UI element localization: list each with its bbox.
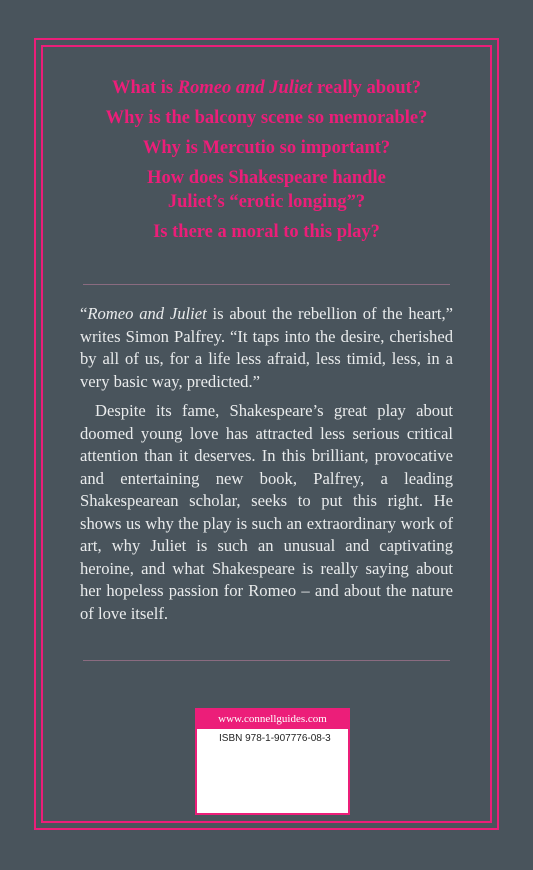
question-2: Why is the balcony scene so memorable? xyxy=(105,108,428,128)
blurb-text xyxy=(80,303,453,625)
isbn-label: ISBN 978-1-907776-08-3 xyxy=(219,733,331,744)
divider-top xyxy=(83,284,450,285)
barcode-box xyxy=(195,708,350,815)
question-4: How does Shakespeare handle Juliet’s “erotic longing”? xyxy=(147,168,386,212)
divider-bottom xyxy=(83,660,450,661)
question-5: Is there a moral to this play? xyxy=(153,222,380,242)
blurb-paragraph-2: Despite its fame, Shakespeare’s great play about doomed young love has attracted less serious critical attention than it deserves. In this brilliant, provocative and entertaining new book, Palfrey, a leading Shakespearean scholar, seeks to put this right. He shows us why the play is such an extraordinary work of art, why Juliet is such an unusual and captivating heroine, and what Shakespeare is really saying about her hopeless passion for Romeo – and about the nature of love itself. xyxy=(80,401,453,623)
questions-block xyxy=(60,76,473,250)
question-3: Why is Mercutio so important? xyxy=(142,138,391,158)
website-url: www.connellguides.com xyxy=(197,710,348,729)
blurb-paragraph-1: “Romeo and Juliet is about the rebellion of the heart,” writes Simon Palfrey. “It taps into the desire, cherished by all of us, for a life less afraid, less timid, less, in a very basic way, predicted.” xyxy=(80,304,454,391)
question-1: What is Romeo and Juliet really about? xyxy=(111,78,422,98)
play-title: Romeo and Juliet xyxy=(177,78,313,98)
